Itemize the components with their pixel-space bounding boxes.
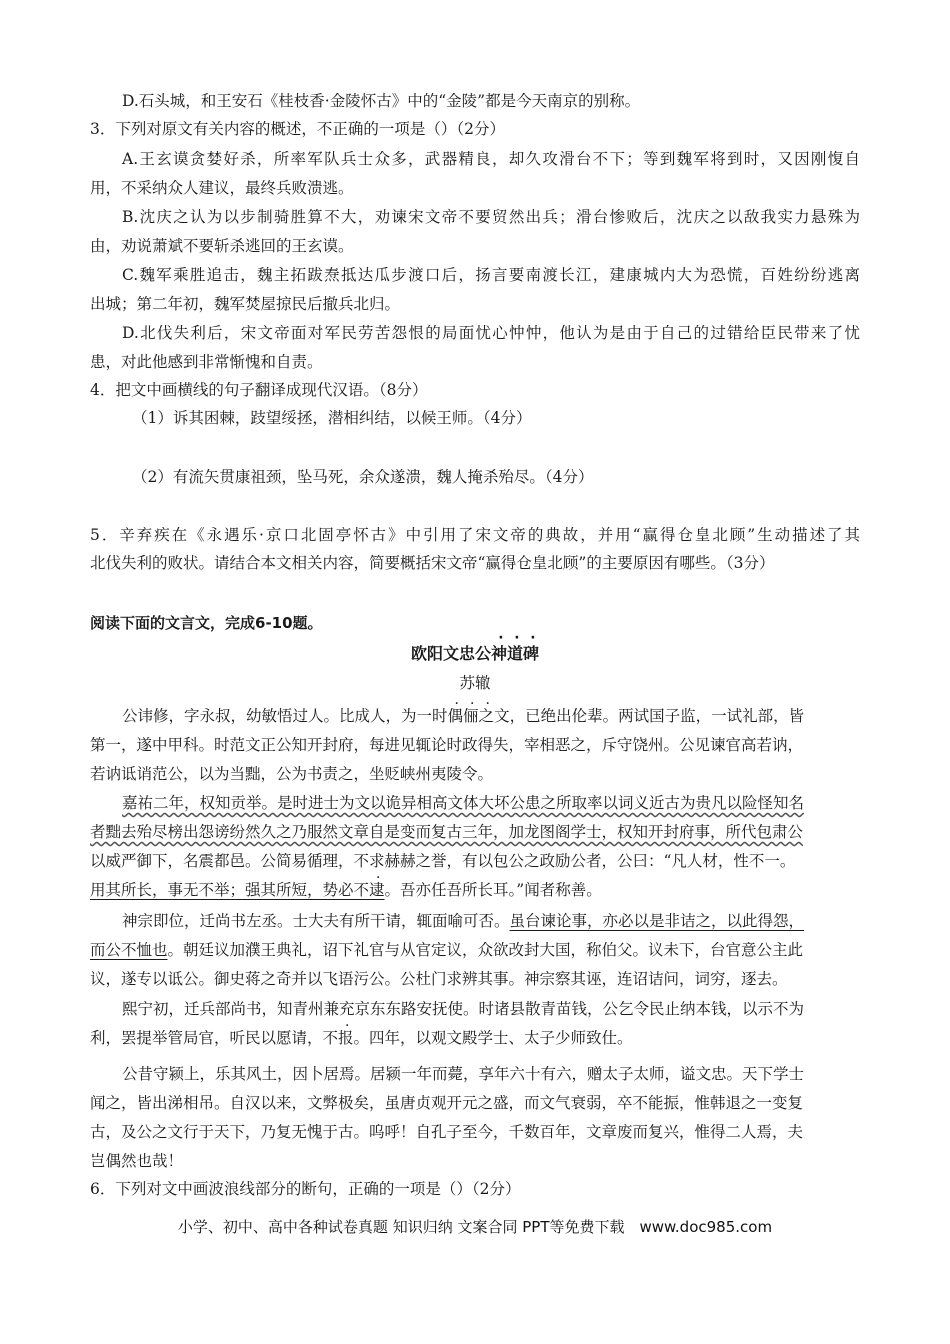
dotted-char: 俪	[463, 707, 479, 725]
section-heading: 阅读下面的文言文，完成6-10题。	[90, 614, 323, 632]
q3-option-d-line2: 患，对此他感到非常惭愧和自责。	[90, 353, 323, 371]
title-part-1: 欧阳文忠公	[410, 644, 491, 663]
passage-p5-line2: 闻之，皆出涕相吊。自汉以来，文弊极矣，虽唐贞观开元之盛，而文气衰弱，卒不能振，惟韩退之一变复	[90, 1094, 804, 1112]
title-dotted-char-3: 碑	[523, 644, 540, 663]
passage-p5-line4: 岂偶然也哉！	[90, 1152, 184, 1170]
text-run: 利，罢提举管局官，听民以愿请，不	[90, 1029, 339, 1047]
title-dotted-char-2: 道	[507, 644, 524, 663]
passage-p5-line1: 公昔守颍上，乐其风土，因卜居焉。居颍一年而薨，享年六十有六，赠太子太师，谥文忠。天下学士	[122, 1065, 805, 1083]
q3-stem: 3．下列对原文有关内容的概述，不正确的一项是（）（2分）	[90, 120, 505, 138]
q4-stem: 4．把文中画横线的句子翻译成现代汉语。（8分）	[90, 381, 428, 399]
q2-option-d: D.石头城，和王安石《桂枝香·金陵怀古》中的“金陵”都是今天南京的别称。	[122, 92, 641, 110]
passage-p3-line3: 议，遂专以诋公。御史蒋之奇并以飞语污公。公杜门求辨其事。神宗察其诬，连诏诘问，词穷，逐去。	[90, 970, 788, 988]
q4-sentence-2: （2）有流矢贯康祖颈，坠马死，余众遂溃，魏人掩杀殆尽。（4分）	[132, 468, 594, 486]
passage-p4-line1: 熙宁初，迁兵部尚书，知青州兼充京东东路安抚使。时诸县散青苗钱，公乞令民止纳本钱，以示不为	[122, 1000, 805, 1018]
q5-line1: 5．辛弃疾在《永遇乐·京口北固亭怀古》中引用了宋文帝的典故，并用“赢得仓皇北顾”生动描述了其	[90, 526, 860, 544]
text-run: 。朝廷议加濮王典礼，诏下礼官与从官定议，众欲改封大国，称伯父。议未下，台官意公主此	[167, 941, 804, 959]
passage-p4-line2	[90, 1027, 633, 1049]
passage-p2-line1	[122, 792, 804, 814]
passage-p2-line2	[90, 821, 803, 843]
wavy-text: 嘉祐二年，权知贡举。是时进士为文以诡异相高文体大坏公患之所取率以词义近古为贵凡以险怪知名	[122, 794, 805, 812]
text-run: 神宗即位，迁尚书左丞。士大夫有所干请，辄面喻可否。	[122, 912, 510, 930]
q5-line2: 北伐失利的败状。请结合本文相关内容，简要概括宋文帝“赢得仓皇北顾”的主要原因有哪些。（3分）	[90, 554, 775, 572]
dotted-char: 逮	[369, 881, 385, 899]
passage-p3-line2	[90, 939, 803, 961]
dotted-char: 偶	[447, 707, 464, 725]
underlined-text: 虽台谏论事，亦必以是非诘之，以此得怨，	[509, 912, 805, 930]
q3-option-c-line1: C.魏军乘胜追击，魏主拓跋焘抵达瓜步渡口后，扬言要南渡长江，建康城内大为恐慌，百姓纷纷逃离	[122, 266, 860, 284]
q3-option-d-line1: D.北伐失利后，宋文帝面对军民劳苦怨恨的局面忧心忡忡，他认为是由于自己的过错给臣民带来了忧	[122, 324, 860, 342]
underlined-text: 用其所长，事无不举；强其所短，势必不	[90, 881, 370, 899]
q3-option-a-line1: A.王玄谟贪婪好杀，所率军队兵士众多，武器精良，却久攻滑台不下；等到魏军将到时，又因刚愎自	[122, 150, 860, 168]
dotted-char: 报	[338, 1029, 354, 1047]
passage-p2-line4	[90, 879, 602, 901]
passage-p2-line3: 以威严御下，名震都邑。公简易循理，不求赫赫之誉，有以包公之政励公者，公曰：“凡人材，性不一。	[90, 852, 796, 870]
q3-option-a-line2: 用，不采纳众人建议，最终兵败溃逃。	[90, 179, 354, 197]
text-run: 。四年，以观文殿学士、太子少师致仕。	[353, 1029, 633, 1047]
wavy-text: 者黜去殆尽榜出怨谤纷然久之乃服然文章自是变而复古三年，加龙图阁学士，权知开封府事，所代包肃公	[90, 823, 804, 841]
passage-p1-line3: 若讷诋诮范公，以为当黜，公为书责之，坐贬峡州夷陵令。	[90, 765, 494, 783]
page-footer: 小学、初中、高中各种试卷真题 知识归纳 文案合同 PPT等免费下载 www.doc985.com	[177, 1218, 773, 1236]
title-dotted-char-1: 神	[490, 644, 507, 663]
q3-option-b-line1: B.沈庆之认为以步制骑胜算不大，劝谏宋文帝不要贸然出兵；滑台惨败后，沈庆之以敌我实力悬殊为	[122, 208, 860, 226]
passage-title	[0, 641, 950, 664]
passage-p1-line1	[122, 705, 804, 727]
passage-p3-line1	[122, 910, 804, 932]
q4-sentence-1: （1）诉其困棘，跂望绥拯，潜相纠结，以候王师。（4分）	[132, 409, 532, 427]
q6-stem: 6．下列对文中画波浪线部分的断句，正确的一项是（）（2分）	[90, 1180, 521, 1198]
passage-p5-line3: 古，及公之文行于天下，乃复无愧于古。呜呼！自孔子至今，千数百年，文章废而复兴，惟得二人焉，夫	[90, 1123, 804, 1141]
dotted-char: 之	[478, 707, 495, 725]
q3-option-b-line2: 由，劝说萧斌不要斩杀逃回的王玄谟。	[90, 237, 354, 255]
text-run: 。吾亦任吾所长耳。”闻者称善。	[384, 881, 602, 899]
text-run: 文，已绝出伦辈。两试国子监，一试礼部，皆	[494, 707, 805, 725]
text-run: 公讳修，字永叔，幼敏悟过人。比成人，为一时	[122, 707, 448, 725]
passage-author: 苏辙	[459, 674, 491, 692]
underlined-text: 而公不恤也	[90, 941, 168, 959]
q3-option-c-line2: 出城；第二年初，魏军焚屋掠民后撤兵北归。	[90, 295, 401, 313]
passage-p1-line2: 第一，遂中甲科。时范文正公知开封府，每进见辄论时政得失，宰相恶之，斥守饶州。公见谏官高若讷，	[90, 736, 804, 754]
